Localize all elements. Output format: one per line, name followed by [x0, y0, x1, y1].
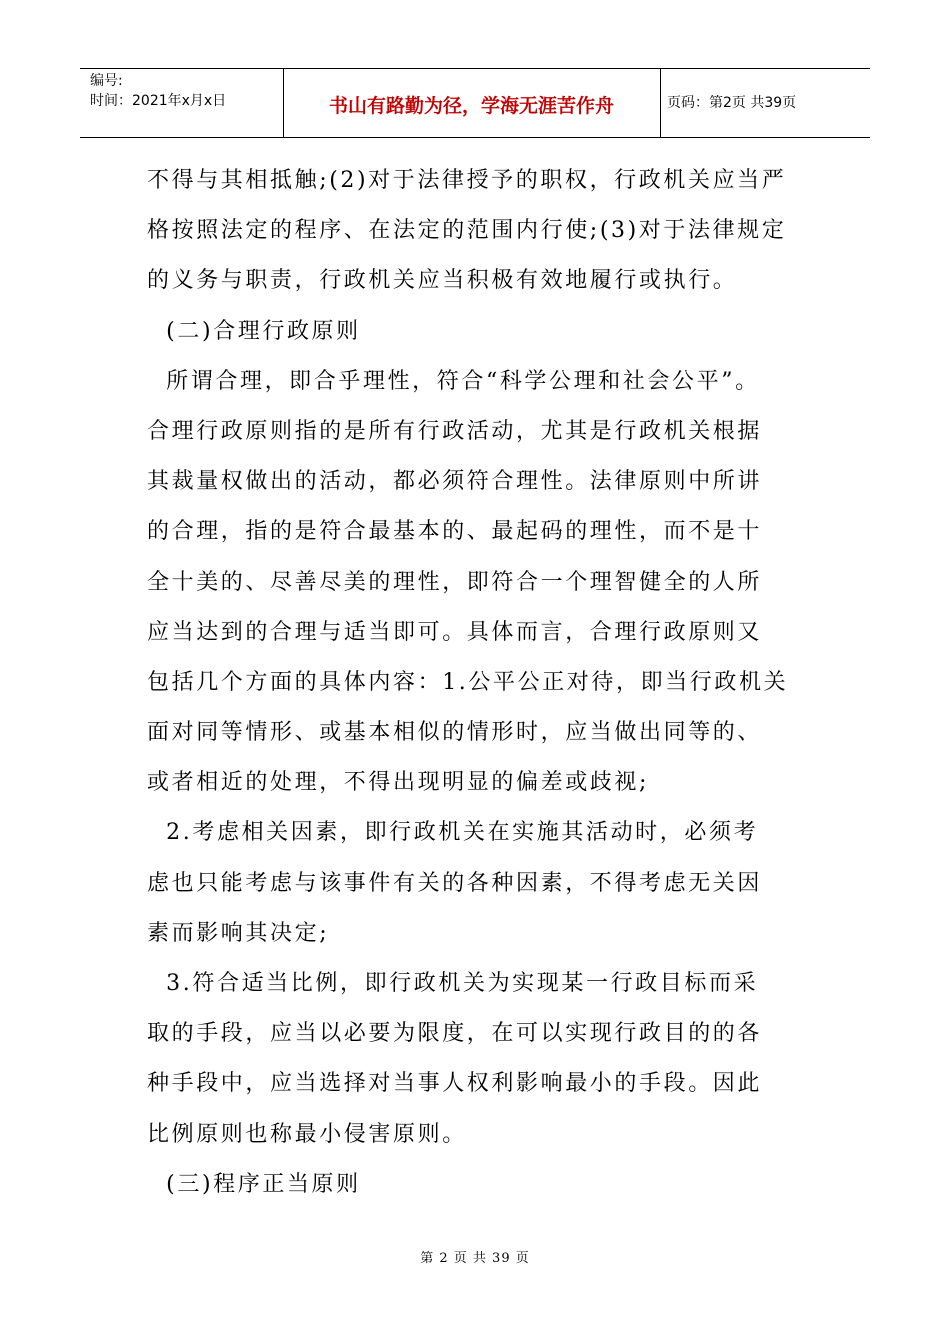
text-line: 比例原则也称最小侵害原则。 [147, 1121, 467, 1147]
text-line: 或者相近的处理，不得出现明显的偏差或歧视; [147, 770, 650, 796]
text-line: 全十美的、尽善尽美的理性，即符合一个理智健全的人所 [147, 569, 763, 595]
text-line: 应当达到的合理与适当即可。具体而言，合理行政原则又 [147, 619, 763, 645]
date-label: 时间：2021年x月x日 [90, 93, 227, 109]
text-line: 格按照法定的程序、在法定的范围内行使;(3)对于法律规定 [147, 218, 787, 244]
section-heading: (三)程序正当原则 [147, 1171, 361, 1197]
text-line: 其裁量权做出的活动，都必须符合理性。法律原则中所讲 [147, 469, 763, 495]
page-header [80, 68, 870, 138]
text-line: 素而影响其决定; [147, 920, 330, 946]
header-motto: 书山有路勤为径，学海无涯苦作舟 [328, 95, 614, 117]
section-heading: (二)合理行政原则 [147, 318, 361, 344]
text-line: 合理行政原则指的是所有行政活动，尤其是行政机关根据 [147, 418, 763, 444]
number-label: 编号: [90, 73, 123, 89]
text-line: 所谓合理，即合乎理性，符合“科学公理和社会公平”。 [147, 368, 760, 394]
text-line: 种手段中，应当选择对当事人权利影响最小的手段。因此 [147, 1071, 763, 1097]
page-footer: 第 2 页 共 39 页 [420, 1251, 530, 1266]
header-right-cell [660, 69, 870, 137]
text-line: 不得与其相抵触;(2)对于法律授予的职权，行政机关应当严 [147, 168, 787, 193]
text-line: 的义务与职责，行政机关应当积极有效地履行或执行。 [147, 268, 738, 294]
page-info: 页码：第2页 共39页 [667, 95, 797, 111]
text-line: 3.符合适当比例，即行政机关为实现某一行政目标而采 [147, 971, 759, 996]
text-line: 2.考虑相关因素，即行政机关在实施其活动时，必须考 [147, 820, 759, 846]
text-line: 包括几个方面的具体内容：1.公平公正对待，即当行政机关 [147, 669, 789, 695]
text-line: 面对同等情形、或基本相似的情形时，应当做出同等的、 [147, 720, 763, 746]
document-body [147, 156, 807, 1210]
text-line: 的合理，指的是符合最基本的、最起码的理性，而不是十 [147, 519, 763, 545]
header-left-cell [80, 69, 284, 137]
text-line: 虑也只能考虑与该事件有关的各种因素，不得考虑无关因 [147, 870, 763, 896]
text-line: 取的手段，应当以必要为限度，在可以实现行政目的的各 [147, 1021, 763, 1047]
header-middle-cell [283, 69, 661, 137]
